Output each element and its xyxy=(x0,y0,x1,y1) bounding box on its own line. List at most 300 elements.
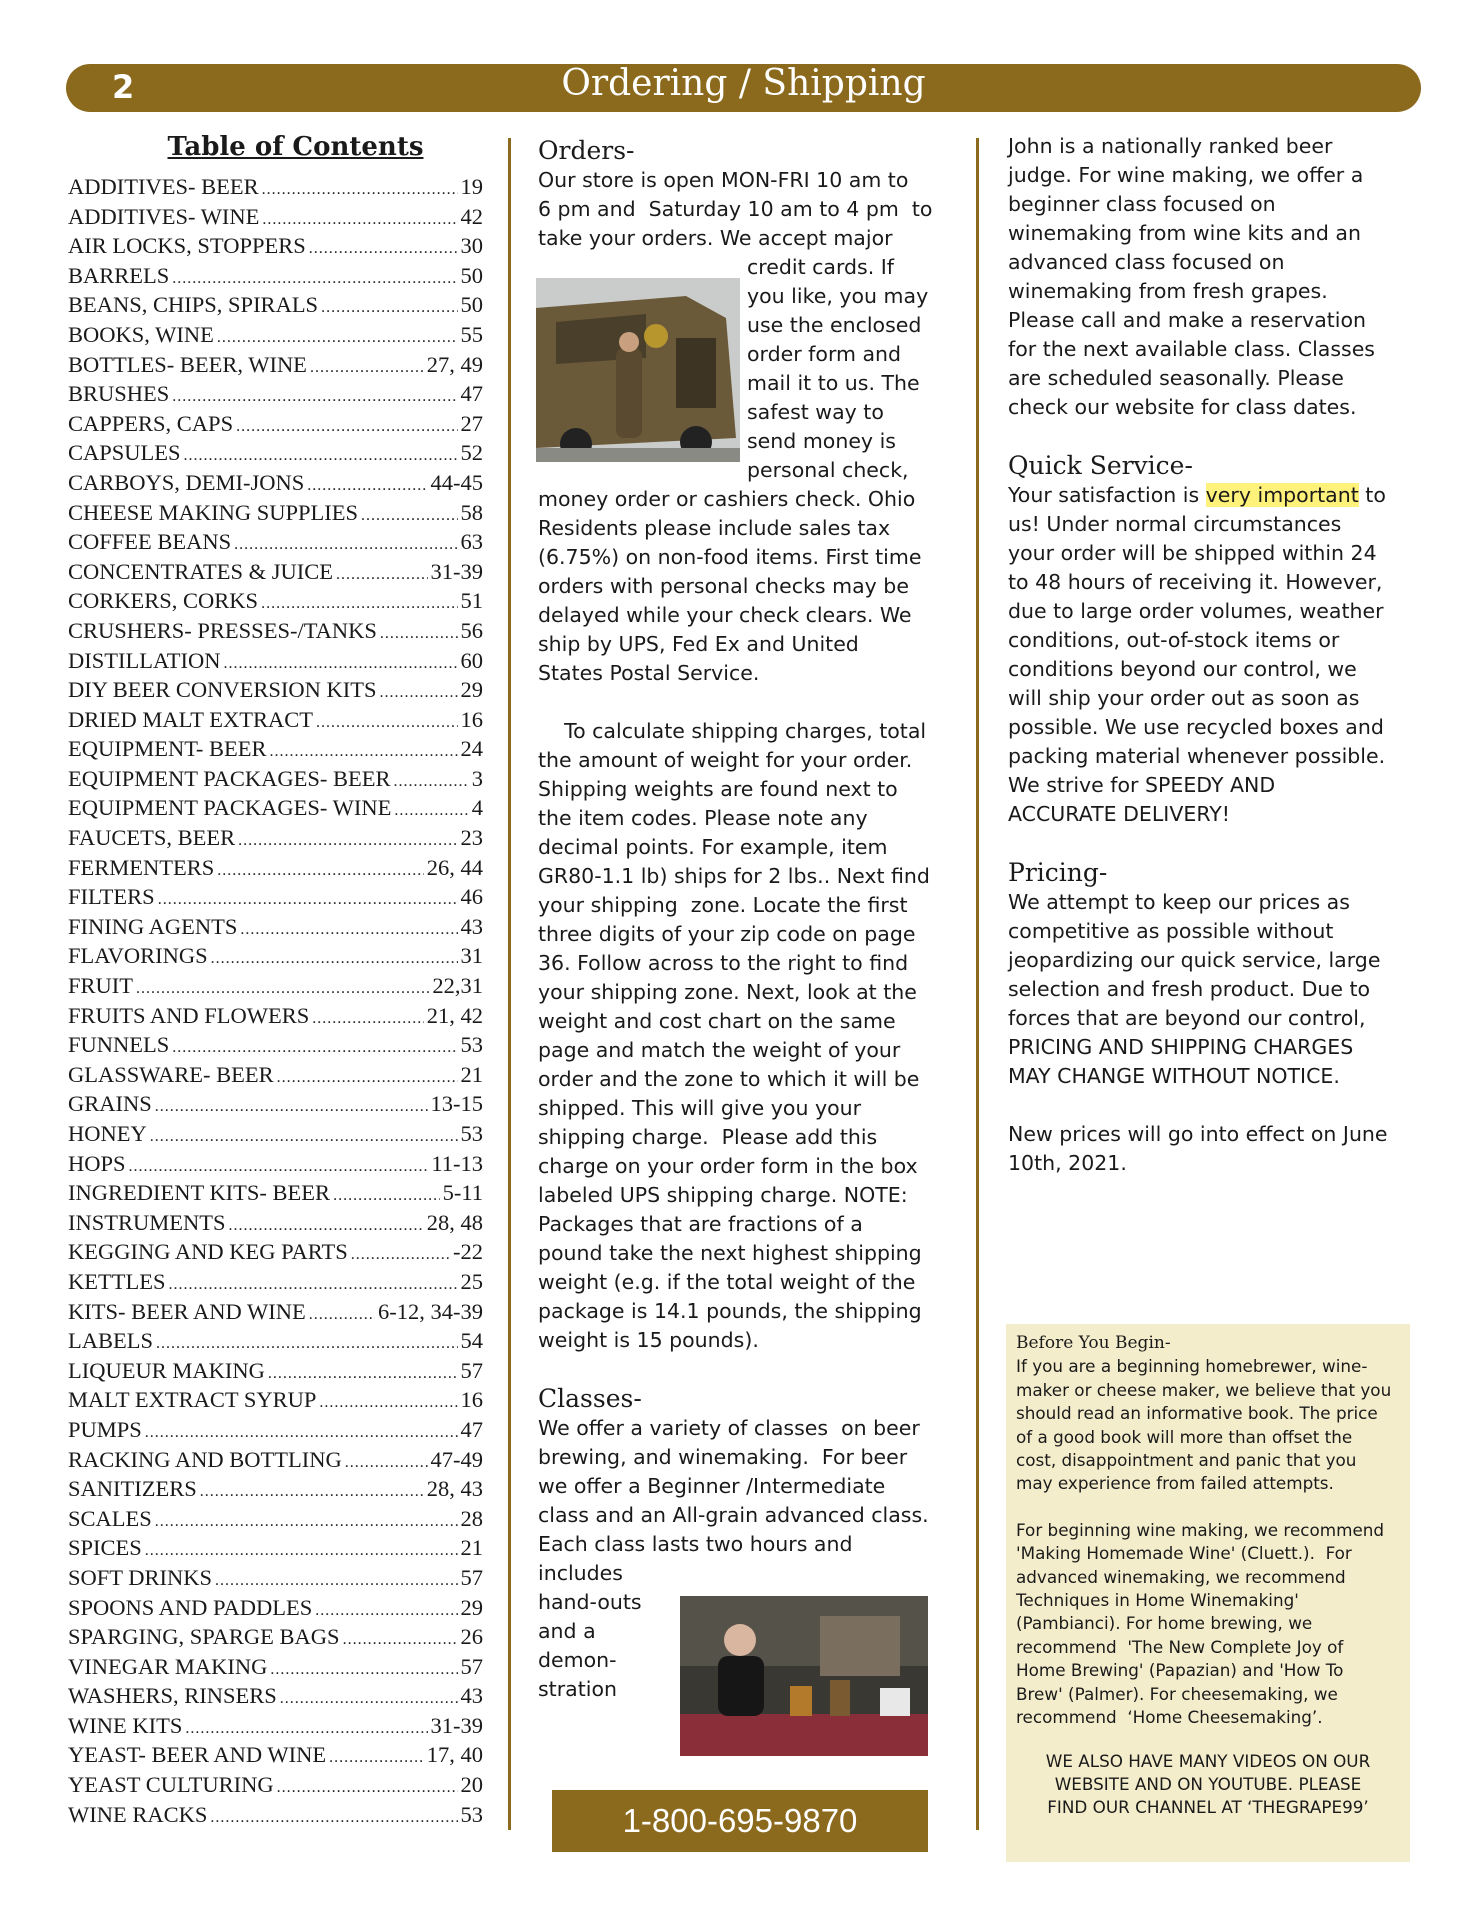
toc-entry-page: 57 xyxy=(460,1357,483,1383)
classes-text-top xyxy=(538,1414,958,1559)
toc-entry-page: 26, 44 xyxy=(426,854,483,880)
toc-dot-leader xyxy=(262,175,458,205)
text-line: ship by UPS, Fed Ex and United xyxy=(538,632,859,656)
toc-entry xyxy=(68,1267,483,1297)
toc-dot-leader xyxy=(150,1122,458,1152)
text-line: package is 14.1 pounds, the shipping xyxy=(538,1299,922,1323)
toc-entry xyxy=(68,1030,483,1060)
text-line: GR80-1.1 lb) ships for 2 lbs.. Next find xyxy=(538,864,930,888)
toc-entry-label: SPOONS AND PADDLES xyxy=(68,1594,313,1620)
text-line: mail it to us. The xyxy=(747,371,920,395)
text-line: We attempt to keep our prices as xyxy=(1008,890,1350,914)
text-line: winemaking from wine kits and an xyxy=(1008,221,1361,245)
toc-dot-leader xyxy=(217,323,458,353)
toc-dot-leader xyxy=(215,1566,458,1596)
text-line: to 48 hours of receiving it. However, xyxy=(1008,570,1383,594)
toc-entry-page: 6-12, 34-39 xyxy=(378,1298,483,1324)
toc-entry-page: 27, 49 xyxy=(426,351,483,377)
text-line: Home Brewing' (Papazian) and 'How To xyxy=(1016,1660,1344,1681)
toc-dot-leader xyxy=(345,1448,428,1478)
toc-entry-label: WINE RACKS xyxy=(68,1801,208,1827)
toc-dot-leader xyxy=(277,1773,458,1803)
toc-entry-label: WINE KITS xyxy=(68,1712,183,1738)
text-line: send money is xyxy=(747,429,896,453)
toc-entry xyxy=(68,1385,483,1415)
toc-entry-page: 44-45 xyxy=(430,469,483,495)
toc-entry xyxy=(68,705,483,735)
text-line: packing material whenever possible. xyxy=(1008,744,1386,768)
toc-entry-label: YEAST CULTURING xyxy=(68,1772,274,1798)
ups-delivery-photo xyxy=(536,278,740,462)
toc-entry-label: SPARGING, SPARGE BAGS xyxy=(68,1624,340,1650)
text-line: PRICING AND SHIPPING CHARGES xyxy=(1008,1035,1354,1059)
column-divider-left xyxy=(508,138,511,1830)
toc-entry xyxy=(68,1563,483,1593)
text-line: possible. We use recycled boxes and xyxy=(1008,715,1384,739)
text-line: (Pambianci). For home brewing, we xyxy=(1016,1613,1313,1634)
text-line: brewing, and winemaking. For beer xyxy=(538,1445,908,1469)
text-line: weight and cost chart on the same xyxy=(538,1009,896,1033)
toc-dot-leader xyxy=(234,530,457,560)
toc-entry-label: ADDITIVES- BEER xyxy=(68,174,259,199)
toc-entry-page: 54 xyxy=(460,1328,483,1354)
text-line: includes xyxy=(538,1561,623,1585)
page-title: Ordering / Shipping xyxy=(561,63,926,104)
toc-entry-label: BEANS, CHIPS, SPIRALS xyxy=(68,292,319,318)
text-line: page and match the weight of your xyxy=(538,1038,901,1062)
toc-entry-page: 30 xyxy=(460,233,483,259)
table-of-contents xyxy=(68,130,483,1829)
toc-entry xyxy=(68,527,483,557)
toc-entry-label: FRUITS AND FLOWERS xyxy=(68,1002,310,1028)
toc-entry-page: -22 xyxy=(453,1239,483,1265)
toc-entry-label: LIQUEUR MAKING xyxy=(68,1357,265,1383)
toc-entry xyxy=(68,941,483,971)
toc-entry xyxy=(68,1178,483,1208)
toc-dot-leader xyxy=(261,589,457,619)
classes-continued-text xyxy=(1008,132,1418,422)
toc-dot-leader xyxy=(333,1181,440,1211)
toc-entry xyxy=(68,764,483,794)
text-line: your shipping zone. Locate the first xyxy=(538,893,908,917)
text-line: jeopardizing our quick service, large xyxy=(1008,948,1381,972)
toc-entry-label: HONEY xyxy=(68,1121,147,1146)
orders-text-top xyxy=(538,166,958,253)
toc-entry-page: 27 xyxy=(460,410,483,436)
toc-entry-label: CRUSHERS- PRESSES-/TANKS xyxy=(68,617,377,643)
toc-entry-page: 43 xyxy=(460,913,483,939)
toc-entry-label: KETTLES xyxy=(68,1268,166,1294)
toc-entry-page: 21 xyxy=(460,1061,483,1087)
toc-entry-label: GLASSWARE- BEER xyxy=(68,1061,274,1087)
toc-entry-label: FLAVORINGS xyxy=(68,943,208,969)
toc-entry xyxy=(68,1533,483,1563)
text-line: may experience from failed attempts. xyxy=(1016,1473,1334,1494)
quick-service-heading: Quick Service- xyxy=(1008,451,1193,480)
text-line: 'Making Homemade Wine' (Cluett.). For xyxy=(1016,1543,1352,1564)
text-line: use the enclosed xyxy=(747,313,922,337)
toc-entry xyxy=(68,1297,483,1327)
toc-entry-label: FAUCETS, BEER xyxy=(68,825,236,851)
toc-dot-leader xyxy=(240,915,457,945)
column-divider-right xyxy=(976,138,979,1830)
toc-entry xyxy=(68,1800,483,1830)
pricing-heading: Pricing- xyxy=(1008,858,1108,887)
toc-entry-page: 28, 43 xyxy=(426,1476,483,1502)
text-line: three digits of your zip code on page xyxy=(538,922,916,946)
toc-entry-label: HOPS xyxy=(68,1150,126,1176)
text-line: (6.75%) on non-food items. First time xyxy=(538,545,922,569)
toc-dot-leader xyxy=(172,382,457,412)
text-line: Each class lasts two hours and xyxy=(538,1532,853,1556)
toc-entry xyxy=(68,1326,483,1356)
toc-entry-label: CAPPERS, CAPS xyxy=(68,410,234,436)
toc-entry-page: 47 xyxy=(460,381,483,407)
toc-entry-label: FUNNELS xyxy=(68,1032,170,1058)
toc-dot-leader xyxy=(319,1388,457,1418)
toc-dot-leader xyxy=(277,1063,458,1093)
toc-dot-leader xyxy=(155,1507,458,1537)
toc-dot-leader xyxy=(268,1359,458,1389)
orders-text-bottom xyxy=(538,485,958,688)
toc-entry xyxy=(68,734,483,764)
text-line: stration xyxy=(538,1677,617,1701)
toc-entry-page: 53 xyxy=(460,1801,483,1827)
text-line: advanced winemaking, we recommend xyxy=(1016,1566,1346,1587)
toc-entry-page: 63 xyxy=(460,529,483,555)
toc-entry-page: 23 xyxy=(460,825,483,851)
toc-entry-label: LABELS xyxy=(68,1328,154,1354)
toc-entry-page: 5-11 xyxy=(442,1180,483,1206)
text-line: To calculate shipping charges, total xyxy=(538,719,927,743)
phone-number-box: 1-800-695-9870 xyxy=(552,1790,928,1852)
toc-dot-leader xyxy=(280,1684,458,1714)
text-line: conditions, out-of-stock items or xyxy=(1008,628,1340,652)
text-line: FIND OUR CHANNEL AT ‘THEGRAPE99’ xyxy=(1047,1797,1369,1818)
toc-entry-label: FRUIT xyxy=(68,973,134,999)
text-line: hand-outs xyxy=(538,1590,642,1614)
toc-entry-page: 13-15 xyxy=(430,1091,483,1117)
text-line: Techniques in Home Winemaking' xyxy=(1016,1590,1299,1611)
toc-entry-page: 31-39 xyxy=(430,558,483,584)
toc-dot-leader xyxy=(312,1004,423,1034)
toc-entry-label: FERMENTERS xyxy=(68,854,215,880)
toc-dot-leader xyxy=(316,708,457,738)
text-line: recommend 'The New Complete Joy of xyxy=(1016,1636,1344,1657)
toc-entry-label: CAPSULES xyxy=(68,440,181,466)
pricing-text xyxy=(1008,888,1418,1091)
toc-entry-label: INSTRUMENTS xyxy=(68,1209,226,1235)
note-paragraph-intro xyxy=(1016,1355,1400,1495)
text-line: winemaking from fresh grapes. xyxy=(1008,279,1328,303)
toc-entry-page: 28, 48 xyxy=(426,1209,483,1235)
toc-entry xyxy=(68,912,483,942)
toc-dot-leader xyxy=(238,826,457,856)
text-line: the amount of weight for your order. xyxy=(538,748,913,772)
toc-dot-leader xyxy=(136,974,429,1004)
toc-dot-leader xyxy=(394,796,468,826)
text-line: should read an informative book. The price xyxy=(1016,1403,1378,1424)
toc-entry-label: AIR LOCKS, STOPPERS xyxy=(68,233,306,259)
toc-entry xyxy=(68,172,483,202)
text-line: class and an All-grain advanced class. xyxy=(538,1503,929,1527)
text-line: shipping charge. Please add this xyxy=(538,1125,878,1149)
toc-dot-leader xyxy=(185,1714,427,1744)
quick-service-text xyxy=(1008,510,1418,829)
toc-entry xyxy=(68,646,483,676)
toc-entry xyxy=(68,202,483,232)
toc-entry xyxy=(68,1415,483,1445)
toc-entry-page: 26 xyxy=(460,1624,483,1650)
text-line: We strive for SPEEDY AND xyxy=(1008,773,1276,797)
toc-entry xyxy=(68,1504,483,1534)
toc-entry-page: 29 xyxy=(460,1594,483,1620)
text-line: States Postal Service. xyxy=(538,661,760,685)
text-line: New prices will go into effect on June xyxy=(1008,1122,1388,1146)
toc-entry-label: SOFT DRINKS xyxy=(68,1564,212,1590)
toc-entry-label: SPICES xyxy=(68,1535,142,1561)
text-line: weight is 15 pounds). xyxy=(538,1328,759,1352)
toc-entry-label: GRAINS xyxy=(68,1091,152,1117)
text-line: safest way to xyxy=(747,400,884,424)
toc-entry xyxy=(68,350,483,380)
toc-entry-page: 11-13 xyxy=(431,1150,483,1176)
toc-title: Table of Contents xyxy=(167,132,424,162)
text-line: Please call and make a reservation xyxy=(1008,308,1367,332)
toc-entry xyxy=(68,823,483,853)
text-line: money order or cashiers check. Ohio xyxy=(538,487,916,511)
toc-dot-leader xyxy=(262,205,457,235)
toc-entry-page: 31 xyxy=(460,943,483,969)
text-line: order form and xyxy=(747,342,902,366)
text-line: Residents please include sales tax xyxy=(538,516,891,540)
toc-dot-leader xyxy=(210,1803,457,1833)
toc-entry xyxy=(68,971,483,1001)
toc-entry xyxy=(68,616,483,646)
toc-entry-label: YEAST- BEER AND WINE xyxy=(68,1742,327,1768)
toc-entry-page: 60 xyxy=(460,647,483,673)
toc-entry xyxy=(68,1681,483,1711)
toc-entry-label: DRIED MALT EXTRACT xyxy=(68,706,314,732)
toc-entry xyxy=(68,1356,483,1386)
toc-entry-label: SANITIZERS xyxy=(68,1476,197,1502)
toc-entry xyxy=(68,1001,483,1031)
toc-dot-leader xyxy=(172,264,457,294)
text-line: weight (e.g. if the total weight of the xyxy=(538,1270,916,1294)
toc-entry-page: 53 xyxy=(460,1032,483,1058)
toc-entry xyxy=(68,1593,483,1623)
toc-entry-page: 53 xyxy=(460,1121,483,1146)
text-line: forces that are beyond our control, xyxy=(1008,1006,1366,1030)
toc-entry-page: 24 xyxy=(460,736,483,762)
toc-entry xyxy=(68,1089,483,1119)
toc-entry-label: VINEGAR MAKING xyxy=(68,1653,268,1679)
toc-entry xyxy=(68,1237,483,1267)
text-line: ACCURATE DELIVERY! xyxy=(1008,802,1230,826)
toc-entry-label: EQUIPMENT PACKAGES- WINE xyxy=(68,795,392,821)
text-line: selection and fresh product. Due to xyxy=(1008,977,1371,1001)
toc-entry-label: CORKERS, CORKS xyxy=(68,588,259,614)
toc-entry-label: EQUIPMENT PACKAGES- BEER xyxy=(68,765,391,791)
toc-entry-page: 31-39 xyxy=(430,1712,483,1738)
toc-dot-leader xyxy=(184,441,458,471)
toc-entry-label: CONCENTRATES & JUICE xyxy=(68,558,334,584)
toc-entry-label: PUMPS xyxy=(68,1416,142,1442)
ups-truck-image xyxy=(536,278,740,462)
text-line: beginner class focused on xyxy=(1008,192,1276,216)
toc-dot-leader xyxy=(321,293,457,323)
toc-entry-page: 16 xyxy=(460,1387,483,1413)
toc-entry-label: BOOKS, WINE xyxy=(68,321,214,347)
text-line: Our store is open MON-FRI 10 am to xyxy=(538,168,909,192)
toc-dot-leader xyxy=(129,1152,429,1182)
text-line: your order will be shipped within 24 xyxy=(1008,541,1377,565)
toc-entry-page: 50 xyxy=(460,262,483,288)
text-line: delayed while your check clears. We xyxy=(538,603,912,627)
toc-entry-label: DIY BEER CONVERSION KITS xyxy=(68,677,377,703)
toc-entry-label: ADDITIVES- WINE xyxy=(68,203,260,229)
text-line: MAY CHANGE WITHOUT NOTICE. xyxy=(1008,1064,1340,1088)
classes-demonstration-image xyxy=(680,1596,928,1756)
text-line: conditions beyond our control, we xyxy=(1008,657,1357,681)
toc-entry-page: 57 xyxy=(460,1653,483,1679)
text-line: WE ALSO HAVE MANY VIDEOS ON OUR xyxy=(1045,1750,1371,1771)
text-line: For beginning wine making, we recommend xyxy=(1016,1519,1385,1540)
toc-dot-leader xyxy=(343,1625,458,1655)
toc-entry-page: 29 xyxy=(460,677,483,703)
toc-entry-page: 21, 42 xyxy=(426,1002,483,1028)
toc-list xyxy=(68,172,483,1829)
toc-entry-label: SCALES xyxy=(68,1505,152,1531)
toc-entry xyxy=(68,468,483,498)
toc-entry-page: 52 xyxy=(460,440,483,466)
toc-dot-leader xyxy=(394,767,469,797)
toc-dot-leader xyxy=(156,1329,457,1359)
toc-entry xyxy=(68,498,483,528)
toc-entry-page: 42 xyxy=(460,203,483,229)
toc-entry-page: 28 xyxy=(460,1505,483,1531)
toc-entry xyxy=(68,231,483,261)
toc-entry-page: 16 xyxy=(460,706,483,732)
toc-entry xyxy=(68,793,483,823)
toc-entry-label: COFFEE BEANS xyxy=(68,529,232,555)
classes-heading: Classes- xyxy=(538,1384,642,1413)
toc-entry-page: 51 xyxy=(460,588,483,614)
before-you-begin-box xyxy=(1006,1324,1410,1862)
toc-entry xyxy=(68,1149,483,1179)
text-line: of a good book will more than offset the xyxy=(1016,1426,1353,1447)
text-line: check our website for class dates. xyxy=(1008,395,1357,419)
text-line: recommend ‘Home Cheesemaking’. xyxy=(1016,1707,1323,1728)
toc-entry-page: 47-49 xyxy=(430,1446,483,1472)
toc-entry-label: BARRELS xyxy=(68,262,170,288)
text-line: charge on your order form in the box xyxy=(538,1154,918,1178)
text-line: decimal points. For example, item xyxy=(538,835,888,859)
toc-entry-page: 56 xyxy=(460,617,483,643)
toc-dot-leader xyxy=(270,737,458,767)
toc-dot-leader xyxy=(351,1240,450,1270)
toc-entry-page: 3 xyxy=(471,765,483,791)
pricing-effective-date-text xyxy=(1008,1120,1418,1178)
text-line: we offer a Beginner /Intermediate xyxy=(538,1474,886,1498)
text-line: advanced class focused on xyxy=(1008,250,1285,274)
text-line: your shipping zone. Next, look at the xyxy=(538,980,917,1004)
toc-dot-leader xyxy=(307,471,427,501)
toc-entry xyxy=(68,1622,483,1652)
note-paragraph-recommendations xyxy=(1016,1519,1400,1730)
toc-entry-page: 4 xyxy=(471,795,483,821)
toc-entry xyxy=(68,1652,483,1682)
toc-dot-leader xyxy=(200,1477,424,1507)
toc-dot-leader xyxy=(158,885,458,915)
toc-entry xyxy=(68,1060,483,1090)
toc-entry-label: RACKING AND BOTTLING xyxy=(68,1446,342,1472)
text-line: 6 pm and Saturday 10 am to 4 pm to xyxy=(538,197,933,221)
toc-entry-page: 19 xyxy=(460,174,483,199)
toc-dot-leader xyxy=(310,353,424,383)
toc-entry xyxy=(68,320,483,350)
toc-dot-leader xyxy=(380,678,458,708)
text-line: cost, disappointment and panic that you xyxy=(1016,1450,1357,1471)
text-line: personal check, xyxy=(747,458,909,482)
toc-dot-leader xyxy=(229,1211,424,1241)
toc-entry xyxy=(68,557,483,587)
toc-entry xyxy=(68,1208,483,1238)
text-line: us! Under normal circumstances xyxy=(1008,512,1342,536)
text-line: credit cards. If xyxy=(747,255,895,279)
toc-entry xyxy=(68,290,483,320)
toc-entry xyxy=(68,675,483,705)
text-line: 36. Follow across to the right to find xyxy=(538,951,909,975)
toc-entry-label: EQUIPMENT- BEER xyxy=(68,736,267,762)
toc-entry-page: 21 xyxy=(460,1535,483,1561)
toc-entry-label: FINING AGENTS xyxy=(68,913,238,939)
text-line: judge. For wine making, we offer a xyxy=(1008,163,1364,187)
toc-entry-page: 17, 40 xyxy=(426,1742,483,1768)
toc-dot-leader xyxy=(236,412,457,442)
text-line: Packages that are fractions of a xyxy=(538,1212,863,1236)
right-column xyxy=(1008,132,1418,1178)
toc-entry xyxy=(68,1474,483,1504)
toc-entry xyxy=(68,1119,483,1149)
text-line: competitive as possible without xyxy=(1008,919,1334,943)
highlighted-text: very important xyxy=(1205,483,1359,507)
header-bar xyxy=(66,64,1421,112)
toc-dot-leader xyxy=(380,619,458,649)
text-line: you like, you may xyxy=(747,284,929,308)
toc-entry xyxy=(68,1445,483,1475)
toc-dot-leader xyxy=(217,856,423,886)
toc-entry-page: 25 xyxy=(460,1268,483,1294)
toc-dot-leader xyxy=(270,1655,457,1685)
note-paragraph-videos xyxy=(1016,1750,1400,1820)
toc-entry-page: 47 xyxy=(460,1416,483,1442)
toc-entry-label: INGREDIENT KITS- BEER xyxy=(68,1180,331,1206)
text-line: WEBSITE AND ON YOUTUBE. PLEASE xyxy=(1054,1773,1362,1794)
text-line: order and the zone to which it will be xyxy=(538,1067,920,1091)
classes-demonstration-photo xyxy=(680,1596,928,1756)
text-line: pound take the next highest shipping xyxy=(538,1241,922,1265)
note-heading: Before You Begin- xyxy=(1016,1333,1171,1353)
toc-dot-leader xyxy=(145,1536,458,1566)
toc-entry-page: 57 xyxy=(460,1564,483,1590)
text-line: shipped. This will give you your xyxy=(538,1096,862,1120)
toc-entry-label: CARBOYS, DEMI-JONS xyxy=(68,469,305,495)
toc-entry xyxy=(68,1770,483,1800)
toc-entry xyxy=(68,1711,483,1741)
toc-entry xyxy=(68,379,483,409)
toc-entry-page: 50 xyxy=(460,292,483,318)
